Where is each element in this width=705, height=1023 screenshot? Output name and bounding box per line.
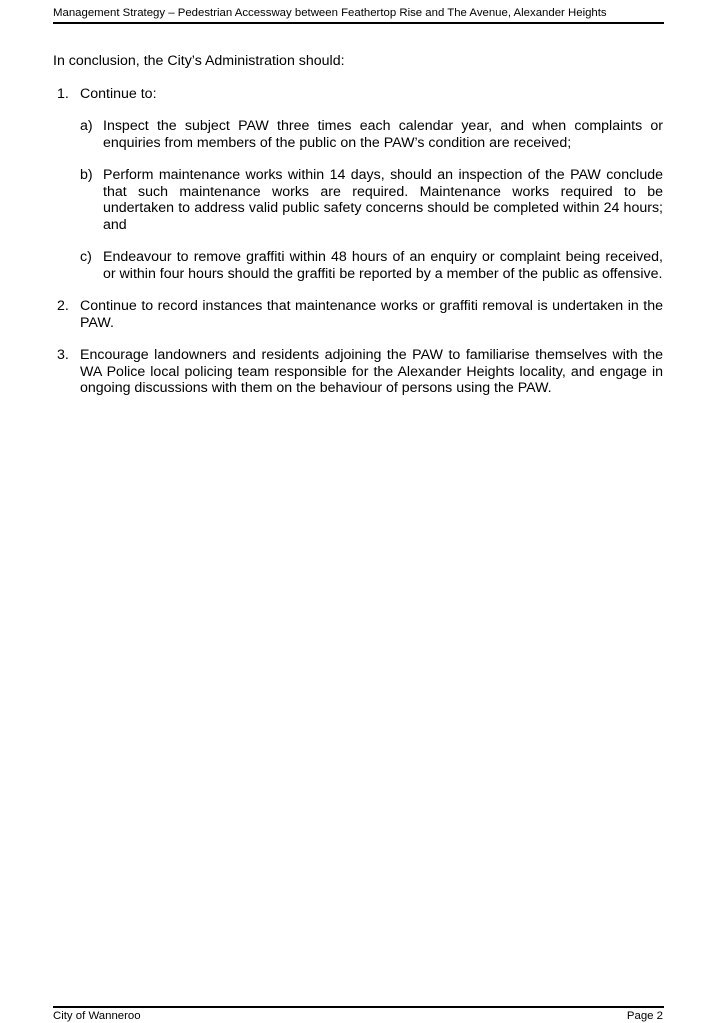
- list-item-number: 3.: [57, 347, 69, 363]
- list-item-text: Encourage landowners and residents adjoining the PAW to familiarise themselves with the WA Police local policing team responsible for the Alexander Heights locality, and engage in ongoing discussions with them on the behaviour of persons using the PAW.: [80, 347, 663, 396]
- sub-item-text: Inspect the subject PAW three times each calendar year, and when complaints or enquiries from members of the public on the PAW’s condition are received;: [103, 118, 663, 151]
- page-number: Page 2: [626, 1010, 663, 1022]
- list-item-1: [53, 86, 663, 103]
- list-item-text: Continue to:: [80, 85, 157, 102]
- list-item-2: [53, 298, 663, 331]
- sub-item-a: [53, 118, 663, 151]
- list-item-text: Continue to record instances that maintenance works or graffiti removal is undertaken in the PAW.: [80, 298, 663, 331]
- list-item-number: 1.: [57, 85, 69, 102]
- sub-item-label: a): [80, 118, 93, 134]
- list-item-3: [53, 347, 663, 397]
- sub-item-text: Endeavour to remove graffiti within 48 hours of an enquiry or complaint being received, or within four hours should the graffiti be reported by a member of the public as offensive.: [103, 249, 663, 282]
- intro-paragraph: In conclusion, the City’s Administration should:: [53, 53, 345, 69]
- sub-item-c: [53, 249, 663, 282]
- sub-item-text: Perform maintenance works within 14 days, should an inspection of the PAW conclude that such maintenance works are required. Maintenance works required to be undertaken to address valid public safety concerns should be completed within 24 hours; and: [103, 167, 663, 233]
- document-body: [53, 53, 663, 413]
- header-divider: [53, 22, 664, 24]
- page-header: Management Strategy – Pedestrian Accessway between Feathertop Rise and The Avenue, Alexander Heights: [53, 7, 607, 19]
- list-item-number: 2.: [57, 298, 69, 314]
- sub-item-b: [53, 167, 663, 233]
- footer-divider: [53, 1006, 664, 1008]
- sub-item-label: b): [80, 167, 93, 183]
- footer-organisation: City of Wanneroo: [53, 1010, 141, 1022]
- sub-item-label: c): [80, 249, 92, 265]
